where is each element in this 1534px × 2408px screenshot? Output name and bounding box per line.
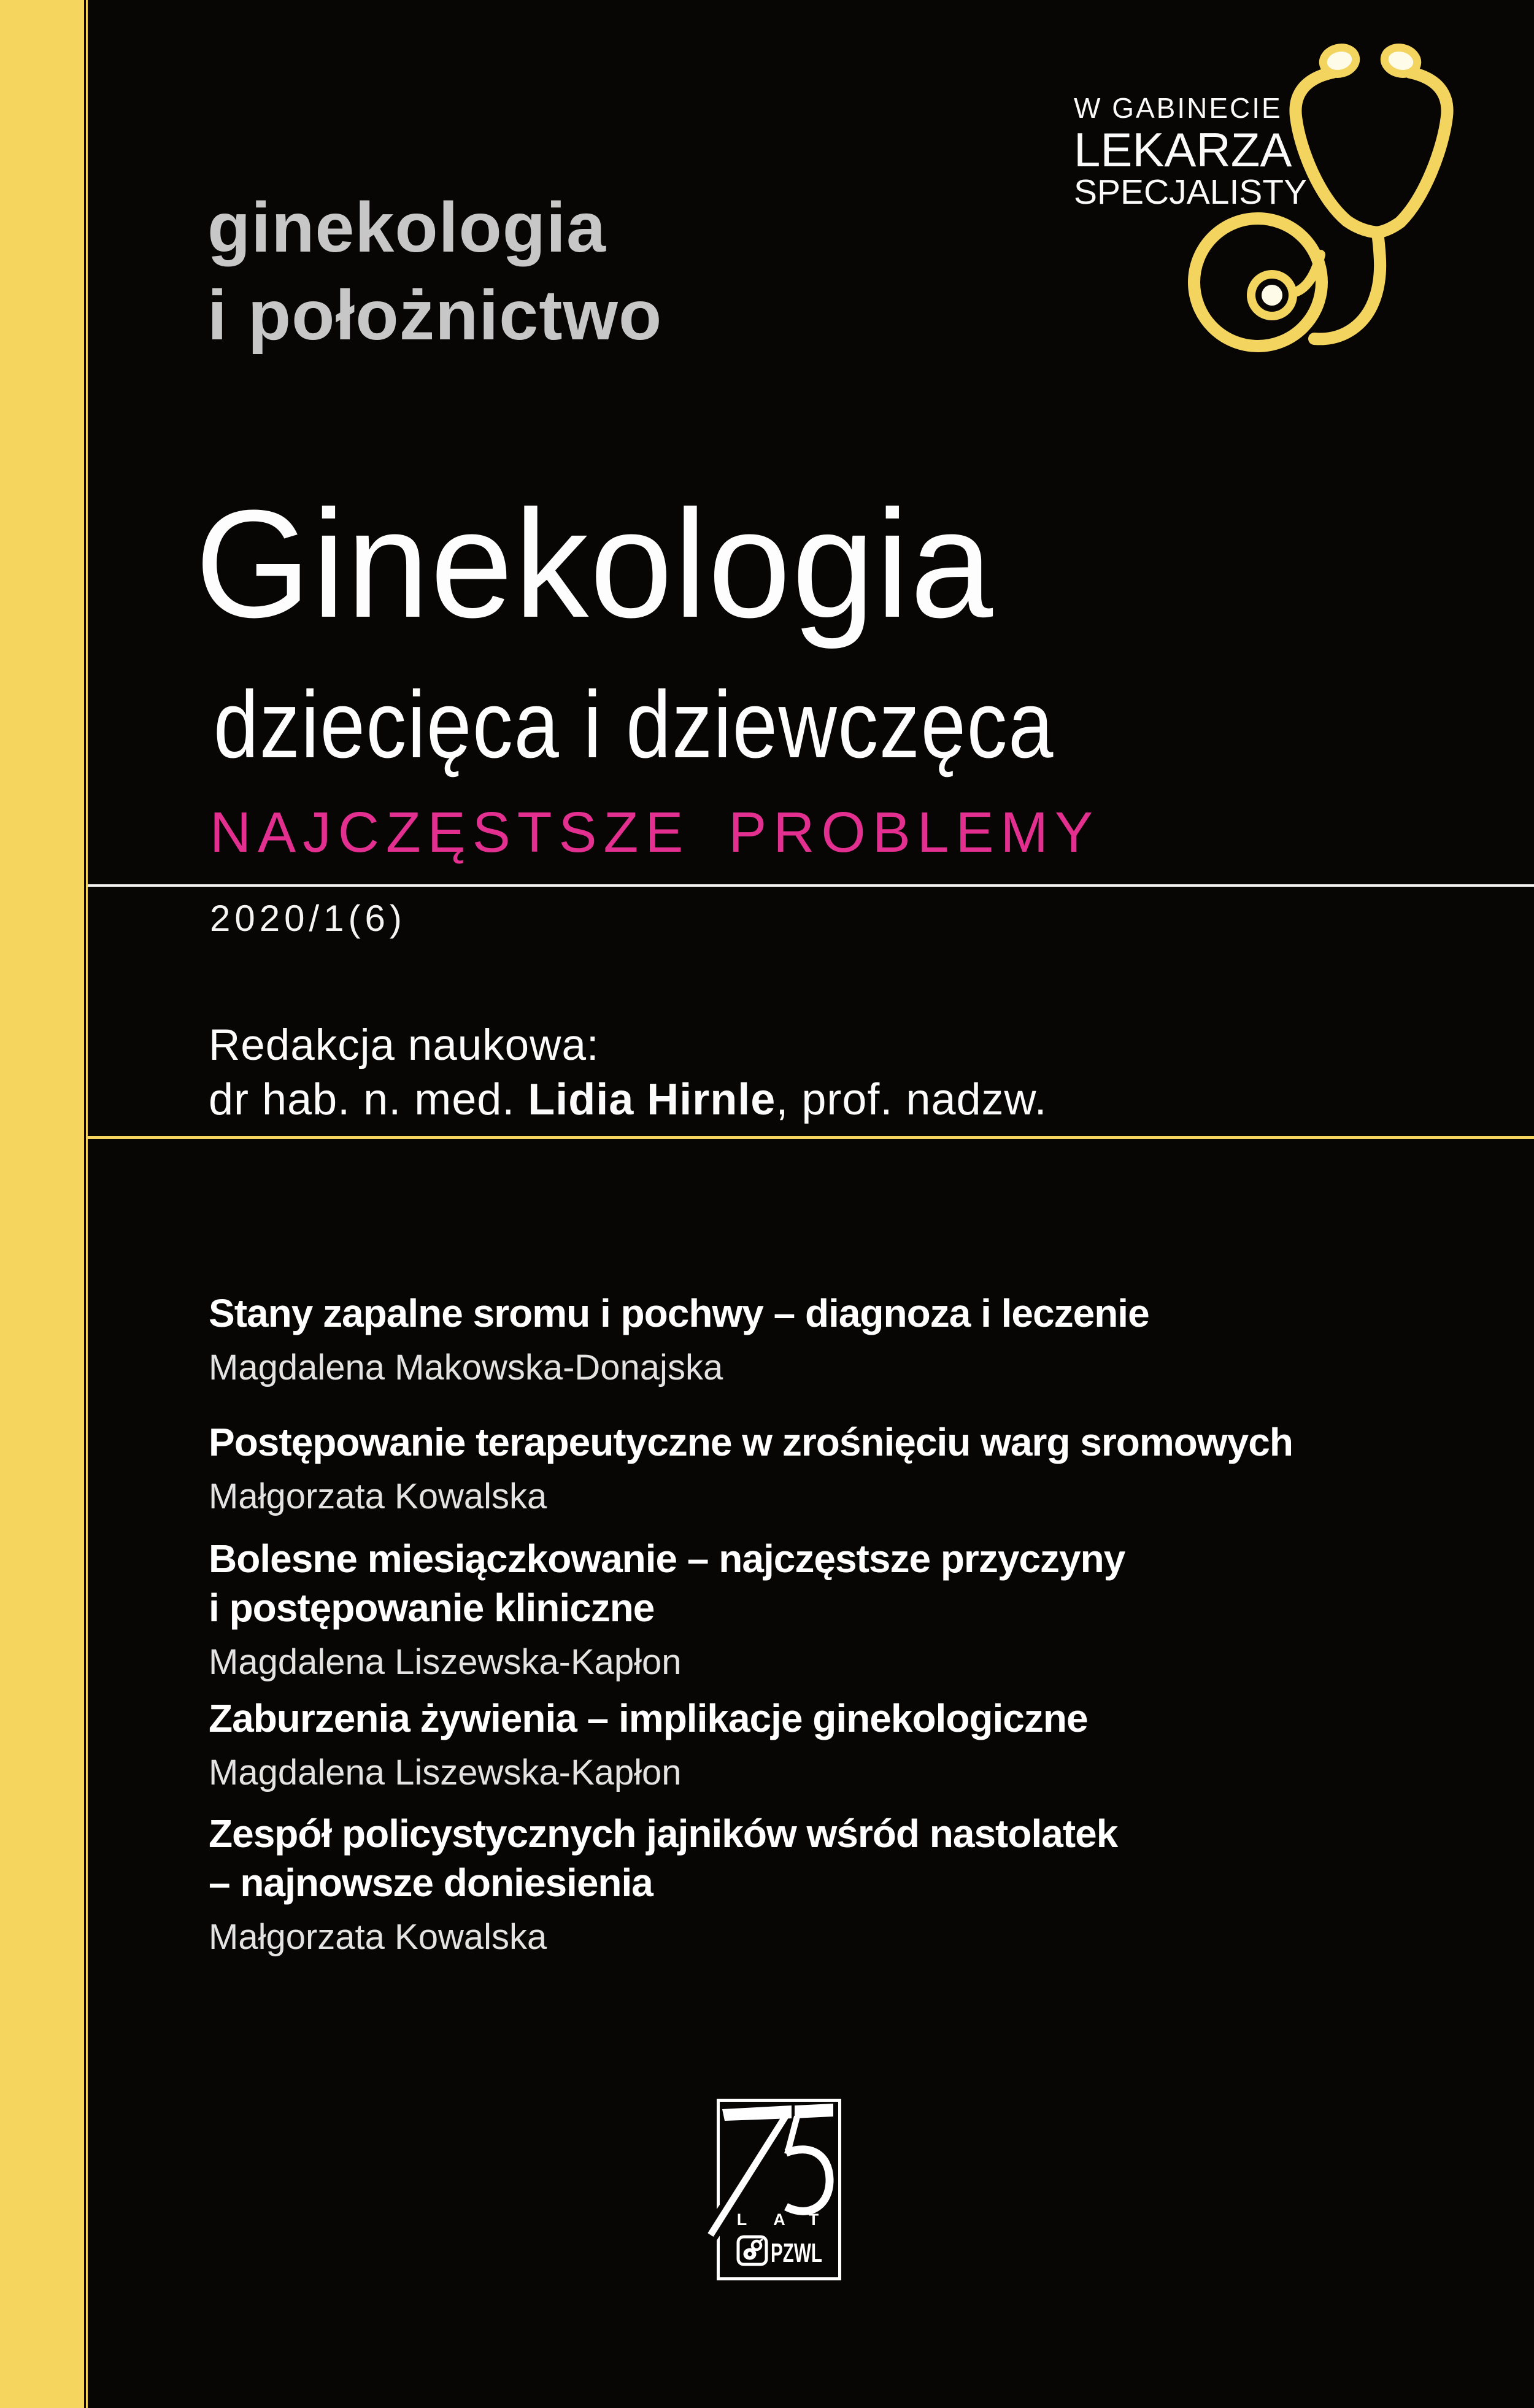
- series-line-3: SPECJALISTY: [1074, 172, 1308, 212]
- article-title: Zaburzenia żywienia – implikacje ginekologiczne: [209, 1696, 1088, 1740]
- article-author: Magdalena Liszewska-Kapłon: [209, 1642, 682, 1682]
- editors-label: Redakcja naukowa:: [209, 1021, 599, 1070]
- lat-letter-a: A: [773, 2210, 785, 2229]
- divider-yellow: [88, 1136, 1534, 1139]
- brand-line-2: i położnictwo: [207, 276, 663, 355]
- lat-letter-t: T: [808, 2210, 819, 2229]
- tagline: NAJCZĘSTSZE PROBLEMY: [210, 800, 1100, 864]
- article-title: Stany zapalne sromu i pochwy – diagnoza i leczenie: [209, 1291, 1149, 1335]
- series-line-1: W GABINECIE: [1074, 92, 1282, 124]
- page-title: Ginekologia: [195, 478, 995, 649]
- article-title: Zespół policystycznych jajników wśród nastolatek – najnowsze doniesienia: [209, 1812, 1118, 1905]
- editor-name: Lidia Hirnle: [528, 1075, 776, 1124]
- pzwl-bird-logo-icon: [738, 2237, 766, 2264]
- publisher-75-lat-pzwl-logo: [690, 2083, 868, 2292]
- article-title: Bolesne miesiączkowanie – najczęstsze przyczyny i postępowanie kliniczne: [209, 1537, 1125, 1630]
- list-item: [209, 1809, 1117, 1959]
- page-subtitle: dziecięca i dziewczęca: [214, 671, 1055, 778]
- brand: [207, 184, 662, 360]
- left-accent-stripe: [0, 0, 84, 2408]
- series-line-2: LEKARZA: [1074, 123, 1292, 177]
- article-author: Małgorzata Kowalska: [209, 1917, 547, 1957]
- article-author: Magdalena Makowska-Donajska: [209, 1348, 723, 1387]
- issue-number: 2020/1(6): [210, 898, 406, 939]
- list-item: [209, 1418, 1293, 1518]
- brand-line-1: ginekologia: [207, 188, 606, 267]
- article-author: Magdalena Liszewska-Kapłon: [209, 1753, 682, 1792]
- lat-letter-l: L: [736, 2210, 747, 2229]
- article-author: Małgorzata Kowalska: [209, 1476, 547, 1516]
- list-item: [209, 1534, 1125, 1684]
- editor-suffix: , prof. nadzw.: [776, 1075, 1047, 1124]
- divider-white: [88, 884, 1534, 887]
- publisher-name: PZWL: [771, 2238, 822, 2268]
- article-title: Postępowanie terapeutyczne w zrośnięciu warg sromowych: [209, 1420, 1293, 1464]
- left-accent-hairline: [86, 0, 88, 2408]
- list-item: [209, 1694, 1088, 1794]
- editor-degree: dr hab. n. med.: [209, 1075, 528, 1124]
- editors-names: [209, 1073, 1047, 1127]
- editors-block: [209, 1019, 1047, 1127]
- list-item: [209, 1289, 1149, 1389]
- stethoscope-icon: [1169, 34, 1513, 377]
